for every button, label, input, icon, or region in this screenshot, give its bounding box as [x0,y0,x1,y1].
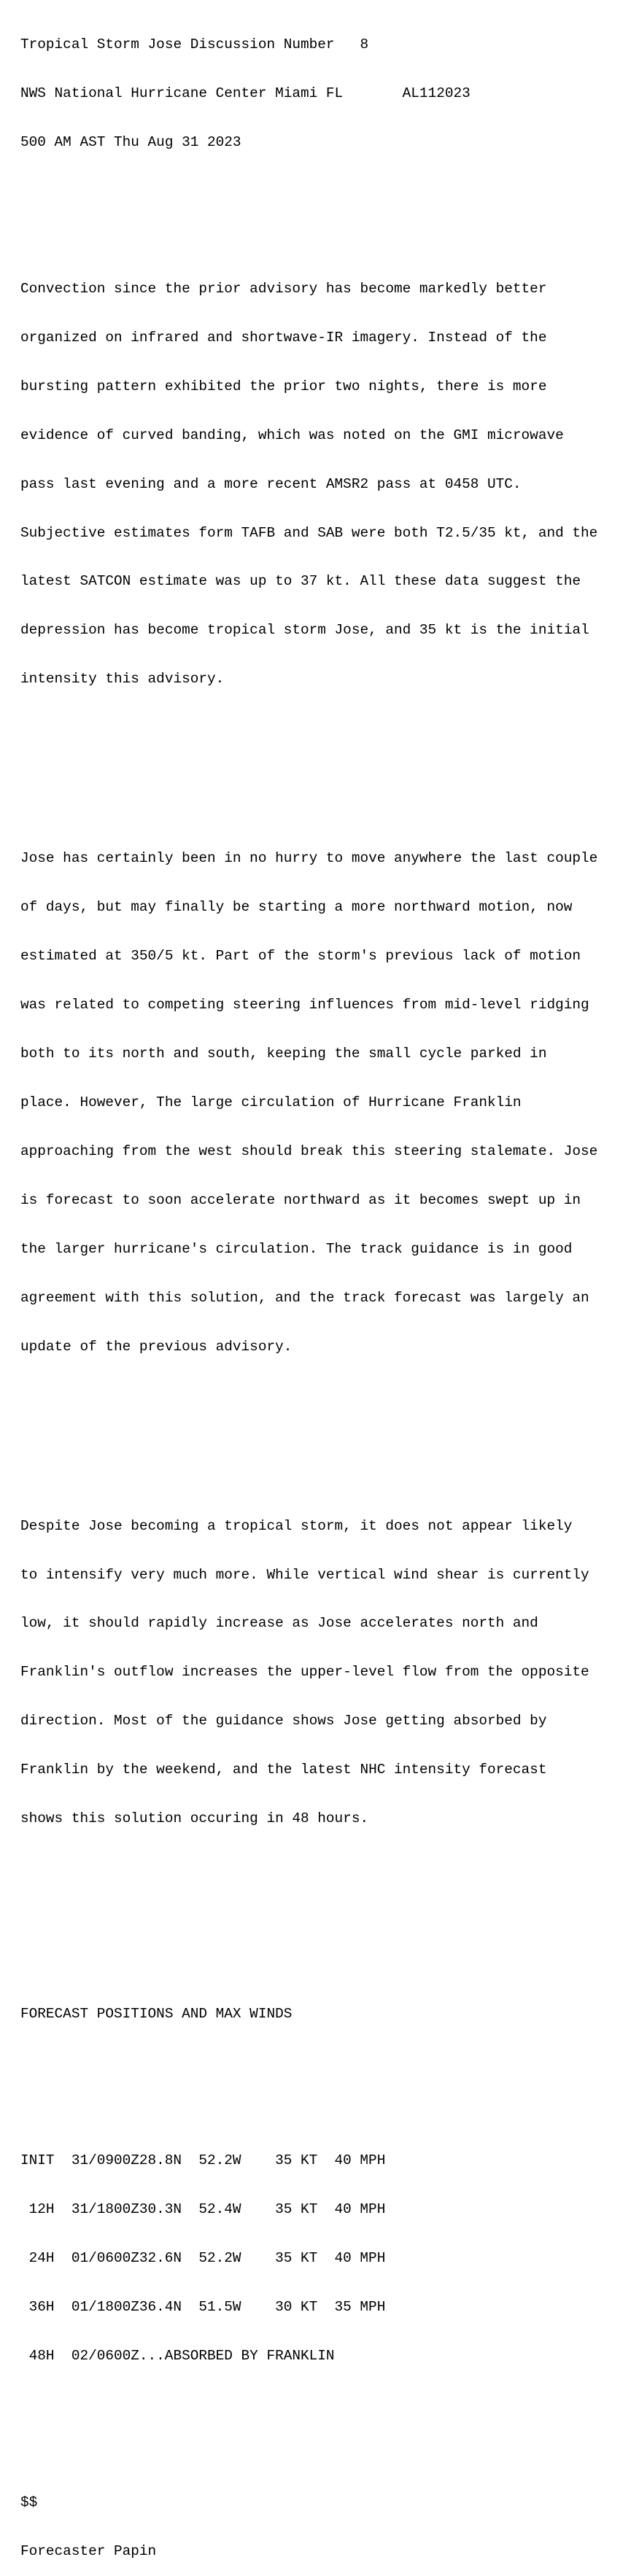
paragraph-convection [20,248,626,720]
forecast-absorbed-note: 02/0600Z...ABSORBED BY FRANKLIN [71,2348,335,2365]
text-line: direction. Most of the guidance shows Jose getting absorbed by [20,1713,547,1729]
header-office-line [20,85,626,101]
text-line: Franklin's outflow increases the upper-level flow from the opposite [20,1664,589,1681]
text-line: update of the previous advisory. [20,1338,293,1355]
text-line: organized on infrared and shortwave-IR imagery. Instead of the [20,329,547,346]
discussion-title: Tropical Storm Jose Discussion Number [20,36,335,52]
text-line: is forecast to soon accelerate northward as it becomes swept up in [20,1191,581,1208]
forecast-row [20,2201,626,2217]
forecast-hour: 12H [20,2201,55,2218]
forecast-longitude: 52.2W [198,2152,241,2169]
text-line: intensity this advisory. [20,671,225,688]
forecast-wind-mph: 40 MPH [334,2250,386,2267]
forecast-row [20,2250,626,2266]
forecast-wind-kt: 30 KT [275,2299,318,2316]
forecast-hour: INIT [20,2152,55,2169]
text-line: Jose has certainly been in no hurry to move anywhere the last couple [20,850,598,867]
text-line: of days, but may finally be starting a more northward motion, now [20,899,573,916]
text-line: evidence of curved banding, which was noted on the GMI microwave [20,427,564,443]
forecast-latitude: 28.8N [139,2152,182,2169]
issue-time: 500 AM AST Thu Aug 31 2023 [20,133,241,150]
text-line: depression has become tropical storm Jose, and 35 kt is the initial [20,622,589,639]
text-line: approaching from the west should break this steering stalemate. Jose [20,1143,598,1159]
text-line: bursting pattern exhibited the prior two nights, there is more [20,378,547,394]
text-line: both to its north and south, keeping the small cycle parked in [20,1046,547,1062]
forecast-time: 31/1800Z [71,2201,139,2218]
text-line: Subjective estimates form TAFB and SAB were both T2.5/35 kt, and the [20,524,598,541]
forecast-wind-mph: 35 MPH [334,2299,386,2316]
discussion-number: 8 [360,36,369,52]
text-line: latest SATCON estimate was up to 37 kt. All these data suggest the [20,573,581,590]
forecast-longitude: 52.4W [198,2201,241,2218]
paragraph-intensity [20,1485,626,1860]
forecast-longitude: 52.2W [198,2250,241,2267]
forecast-table [20,2120,626,2397]
forecast-row [20,2299,626,2315]
forecast-row-final [20,2348,626,2364]
forecast-time: 01/1800Z [71,2299,139,2316]
end-of-text-marker: $$ [20,2494,38,2511]
forecast-time: 31/0900Z [71,2152,139,2169]
text-line: estimated at 350/5 kt. Part of the storm's previous lack of motion [20,948,581,965]
text-line: Convection since the prior advisory has become markedly better [20,280,547,297]
text-line: was related to competing steering influences from mid-level ridging [20,997,589,1013]
text-line: shows this solution occuring in 48 hours. [20,1810,369,1827]
text-line: agreement with this solution, and the track forecast was largely an [20,1289,589,1306]
forecast-wind-kt: 35 KT [275,2201,318,2218]
header-title-line [20,36,626,52]
text-line: Franklin by the weekend, and the latest NHC intensity forecast [20,1762,547,1778]
forecast-latitude: 30.3N [139,2201,182,2218]
text-line: pass last evening and a more recent AMSR2 pass at 0458 UTC. [20,475,522,492]
forecast-wind-mph: 40 MPH [334,2201,386,2218]
text-line: place. However, The large circulation of Hurricane Franklin [20,1094,522,1110]
forecast-latitude: 32.6N [139,2250,182,2267]
text-line: Despite Jose becoming a tropical storm, it does not appear likely [20,1517,573,1534]
forecast-wind-mph: 40 MPH [334,2152,386,2169]
text-line: low, it should rapidly increase as Jose accelerates north and [20,1615,538,1632]
forecast-hour: 24H [20,2250,55,2267]
forecast-row [20,2152,626,2168]
forecast-heading: FORECAST POSITIONS AND MAX WINDS [20,2006,293,2023]
text-line: the larger hurricane's circulation. The track guidance is in good [20,1240,573,1257]
storm-id: AL112023 [402,85,471,101]
forecast-longitude: 51.5W [198,2299,241,2316]
forecast-hour: 36H [20,2299,55,2316]
forecast-wind-kt: 35 KT [275,2250,318,2267]
forecast-latitude: 36.4N [139,2299,182,2316]
forecaster-signature: Forecaster Papin [20,2543,157,2560]
discussion-document [20,4,626,2576]
forecast-wind-kt: 35 KT [275,2152,318,2169]
text-line: to intensify very much more. While vertical wind shear is currently [20,1566,589,1583]
forecast-time: 01/0600Z [71,2250,139,2267]
forecast-hour: 48H [20,2348,55,2365]
issuing-office: NWS National Hurricane Center Miami FL [20,85,344,101]
paragraph-motion [20,817,626,1387]
